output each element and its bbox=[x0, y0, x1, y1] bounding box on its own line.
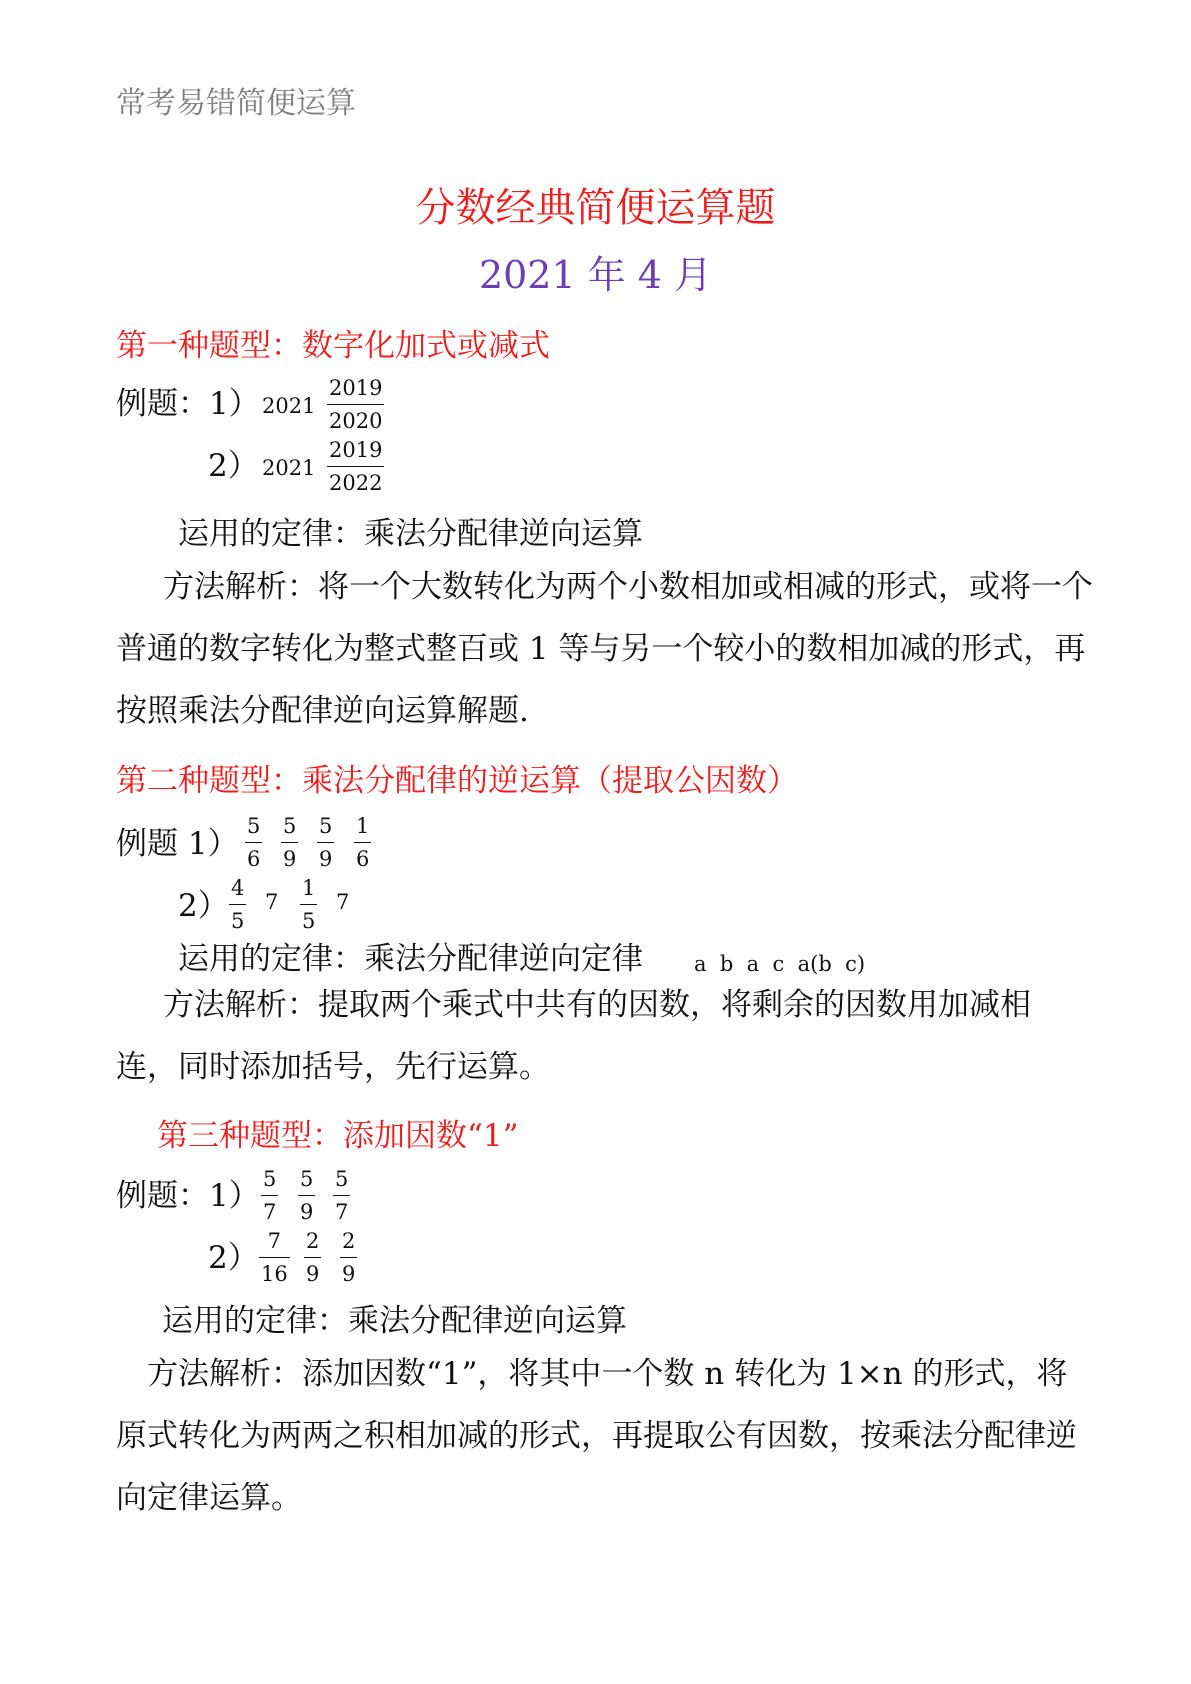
numerator: 2 bbox=[342, 1229, 356, 1253]
section2-ex1-fraction-2 bbox=[281, 812, 298, 873]
fraction-bar bbox=[354, 842, 371, 843]
numerator: 1 bbox=[302, 876, 316, 900]
section1-ex1-fraction bbox=[327, 374, 384, 435]
numerator: 2 bbox=[306, 1229, 320, 1253]
numerator: 4 bbox=[231, 876, 245, 900]
fraction-bar bbox=[245, 842, 262, 843]
section3-ex2-fraction-1 bbox=[259, 1227, 290, 1288]
section2-ex1-fraction-1 bbox=[245, 812, 262, 873]
section2-method: 方法解析：提取两个乘式中共有的因数，将剩余的因数用加减相连，同时添加括号，先行运算。 bbox=[116, 987, 1031, 1085]
fraction-bar bbox=[281, 842, 298, 843]
fraction-bar bbox=[298, 1195, 315, 1196]
section2-heading: 第二种题型：乘法分配律的逆运算（提取公因数） bbox=[116, 763, 798, 799]
denominator: 2020 bbox=[329, 409, 383, 433]
numerator: 5 bbox=[263, 1167, 277, 1191]
denominator: 5 bbox=[302, 909, 316, 933]
numerator: 7 bbox=[267, 1229, 282, 1253]
section1-ex1-whole: 2021 bbox=[262, 394, 316, 418]
section1-rule: 运用的定律：乘法分配律逆向运算 bbox=[178, 516, 643, 552]
section1-example2-label: 2） bbox=[208, 448, 259, 484]
section3-ex1-fraction-3 bbox=[333, 1165, 350, 1226]
denominator: 16 bbox=[261, 1262, 288, 1286]
denominator: 7 bbox=[335, 1200, 349, 1224]
section2-ex1-fraction-3 bbox=[317, 812, 334, 873]
section2-ex1-fraction-4 bbox=[354, 812, 371, 873]
page-header: 常考易错简便运算 bbox=[116, 86, 356, 121]
section3-example-label: 例题：1） bbox=[116, 1178, 260, 1214]
numerator: 5 bbox=[283, 814, 297, 838]
denominator: 9 bbox=[283, 847, 297, 871]
section2-ex2-number-2: 7 bbox=[336, 890, 350, 914]
section3-ex2-fraction-2 bbox=[304, 1227, 321, 1288]
denominator: 6 bbox=[247, 847, 261, 871]
denominator: 6 bbox=[356, 847, 370, 871]
fraction-bar bbox=[261, 1195, 278, 1196]
section2-ex2-fraction-1 bbox=[229, 874, 246, 935]
document-title: 分数经典简便运算题 bbox=[415, 185, 776, 231]
section2-ex2-fraction-2 bbox=[300, 874, 317, 935]
fraction-bar bbox=[327, 466, 384, 467]
document-date: 2021 年 4 月 bbox=[478, 253, 713, 297]
denominator: 5 bbox=[231, 909, 245, 933]
section2-example-label: 例题 1） bbox=[116, 826, 239, 862]
fraction-bar bbox=[340, 1257, 357, 1258]
denominator: 9 bbox=[342, 1262, 356, 1286]
section3-ex2-fraction-3 bbox=[340, 1227, 357, 1288]
fraction-bar bbox=[327, 404, 384, 405]
section1-ex2-fraction bbox=[327, 436, 384, 497]
section3-rule: 运用的定律：乘法分配律逆向运算 bbox=[162, 1303, 627, 1339]
section1-example-label: 例题：1） bbox=[116, 386, 260, 422]
section2-rule: 运用的定律：乘法分配律逆向定律 bbox=[178, 941, 643, 977]
section1-ex2-whole: 2021 bbox=[262, 456, 316, 480]
denominator: 2022 bbox=[329, 471, 383, 495]
section1-heading: 第一种题型：数字化加式或减式 bbox=[116, 328, 550, 364]
denominator: 7 bbox=[263, 1200, 277, 1224]
fraction-bar bbox=[259, 1257, 290, 1258]
fraction-bar bbox=[229, 904, 246, 905]
fraction-bar bbox=[333, 1195, 350, 1196]
numerator: 2019 bbox=[329, 438, 383, 462]
numerator: 5 bbox=[300, 1167, 314, 1191]
fraction-bar bbox=[317, 842, 334, 843]
section3-example2-label: 2） bbox=[208, 1240, 259, 1276]
numerator: 5 bbox=[319, 814, 333, 838]
section2-formula: a b a c a(b c) bbox=[694, 952, 866, 976]
section3-ex1-fraction-1 bbox=[261, 1165, 278, 1226]
numerator: 5 bbox=[247, 814, 261, 838]
fraction-bar bbox=[300, 904, 317, 905]
section3-ex1-fraction-2 bbox=[298, 1165, 315, 1226]
denominator: 9 bbox=[300, 1200, 314, 1224]
section1-method: 方法解析：将一个大数转化为两个小数相加或相减的形式，或将一个普通的数字转化为整式整百或 1 等与另一个较小的数相加减的形式，再按照乘法分配律逆向运算解题. bbox=[116, 569, 1093, 729]
section3-heading: 第三种题型：添加因数“1” bbox=[157, 1118, 519, 1154]
numerator: 2019 bbox=[329, 376, 383, 400]
numerator: 1 bbox=[356, 814, 370, 838]
denominator: 9 bbox=[319, 847, 333, 871]
section3-method: 方法解析：添加因数“1”，将其中一个数 n 转化为 1×n 的形式，将原式转化为两两之积相加减的形式，再提取公有因数，按乘法分配律逆向定律运算。 bbox=[116, 1356, 1077, 1516]
fraction-bar bbox=[304, 1257, 321, 1258]
section2-example2-label: 2） bbox=[178, 888, 229, 924]
denominator: 9 bbox=[306, 1262, 320, 1286]
numerator: 5 bbox=[335, 1167, 349, 1191]
section2-ex2-number-1: 7 bbox=[265, 890, 279, 914]
